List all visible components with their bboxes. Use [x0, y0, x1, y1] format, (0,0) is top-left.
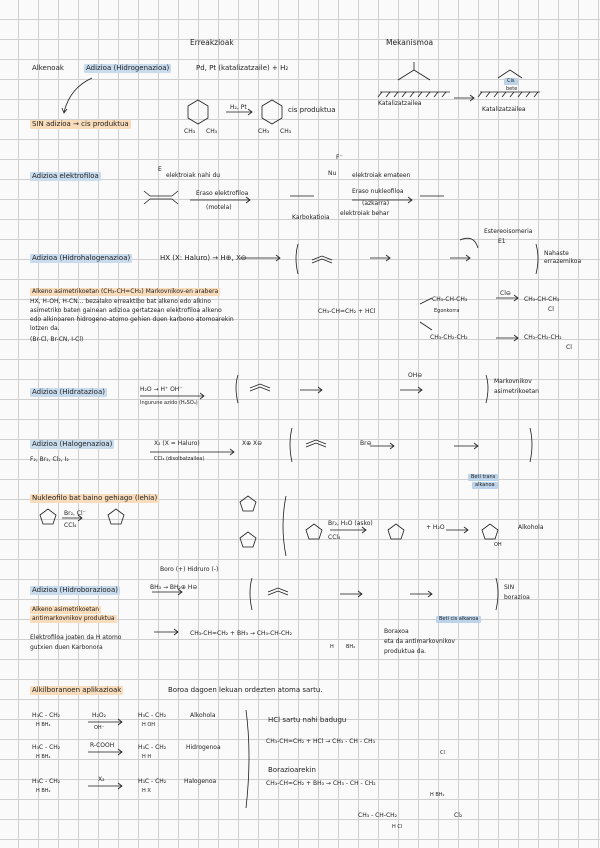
s1-bete: bete: [506, 86, 518, 92]
header-reactions: Erreakzioak: [190, 38, 234, 47]
s8-p2: H₃C - CH₂: [138, 744, 167, 751]
s2-eraso-nu: Eraso nukleofiloa: [352, 188, 404, 195]
s3-asim: Alkeno asimetrikoetan (CH₃-CH=CH₂) Markovnikov-en arabera: [32, 288, 219, 295]
s3-p1c: Cl: [548, 306, 554, 313]
s6-brh2o: Br₂, H₂O (asko): [328, 520, 373, 527]
s3-l5: (Br-Cl, Br-CN, I-Cl): [30, 336, 84, 343]
s2-azkarra: (azkarra): [362, 200, 390, 207]
s7-bh3: BH₃ → BH₂⊕ H⊖: [150, 584, 198, 591]
s8-p3b: H X: [142, 788, 151, 794]
s1-cis2: Cis: [504, 78, 518, 85]
s8-eq2b: H BH₂: [430, 792, 445, 798]
s7-sin: SIN: [504, 584, 515, 591]
s8-r2b: H BH₂: [36, 754, 51, 760]
s6-oh: OH: [494, 542, 502, 548]
s1-sin: SIN adizioa → cis produktua: [32, 120, 129, 128]
cyclopentene-ring: [40, 509, 56, 524]
s2-heading: Adizioa elektrofiloa: [32, 172, 99, 180]
s8-cl2: Cl₂: [454, 812, 463, 819]
s1-heading: Alkenoak: [32, 64, 64, 72]
s8-r3b: H BH₂: [36, 788, 51, 794]
s7-antimark: eta da antimarkovnikov: [384, 638, 455, 645]
s2-e: E: [158, 166, 162, 173]
s3-cl: Cl⊖: [500, 290, 511, 297]
s5-br: Br⊖: [360, 440, 372, 447]
s3-heading: Adizioa (Hidrohalogenazioa): [32, 254, 131, 262]
s8-r2: H₃C - CH₂: [32, 744, 61, 751]
s3-p2: CH₃-CH₂-CH₂: [430, 334, 468, 341]
s8-r3: H₃C - CH₂: [32, 778, 61, 785]
s8-hidrogenoa: Hidrogenoa: [186, 744, 221, 751]
s7-bh2: BH₂: [346, 644, 356, 650]
s1-ch3b: CH₃: [206, 128, 218, 135]
s6-heading: Nukleofilo bat baino gehiago (lehia): [32, 494, 158, 502]
s8-rcooh: R-COOH: [90, 742, 115, 749]
s3-e1: E1: [498, 238, 506, 245]
s8-x2: X₂: [98, 776, 105, 783]
s8-p1: H₃C - CH₂: [138, 712, 167, 719]
s5-xx: X⊕ X⊖: [242, 440, 263, 447]
s8-p1b: H OH: [142, 722, 156, 728]
s7-alkeno: Alkeno asimetrikoetan: [32, 606, 100, 613]
s8-heading: Alkilboranoen aplikazioak: [32, 686, 122, 694]
s6-ccl4: CCl₄: [64, 522, 77, 529]
s8-halogenoa: Halogenoa: [184, 778, 217, 785]
s8-eq2: CH₃-CH=CH₂ + BH₃ → CH₃ - CH - CH₂: [266, 780, 376, 787]
s8-r1: H₃C - CH₂: [32, 712, 61, 719]
s1-ch3d: CH₃: [280, 128, 292, 135]
s7-borazioa: borazioa: [504, 594, 530, 601]
s4-oh: OH⊖: [408, 372, 423, 379]
s3-nahaste: Nahaste: [544, 250, 569, 257]
s5-ccl4: CCl₄ (disolbatzailea): [154, 456, 205, 462]
s2-f: F⁻: [336, 154, 343, 161]
s5-halo: F₂, Br₂, Cl₂, I₂: [30, 456, 69, 463]
header-mechanism: Mekanismoa: [386, 38, 434, 47]
s7-boro: Boro (+) Hidruro (-): [160, 566, 219, 573]
s4-asim: asimetrikoetan: [494, 388, 539, 395]
s3-p2b: CH₃-CH₂-CH₂: [524, 334, 562, 341]
s5-x2: X₂ (X = Haluro): [154, 440, 200, 447]
s2-nu: Nu: [328, 170, 337, 177]
s1-h2pt: H₂, Pt: [230, 104, 247, 111]
s8-p2b: H H: [142, 754, 152, 760]
s7-gutxien: gutxien duen Karbonora: [30, 644, 103, 651]
s6-ccl4b: CCl₄: [328, 534, 341, 541]
s8-h2o2: H₂O₂: [92, 712, 107, 719]
curved-arrow: [64, 78, 92, 112]
s6-alkohola: Alkohola: [518, 524, 544, 531]
s5-alkanoa: alkanoa: [472, 482, 498, 489]
s3-l3: edo alkinoaren hidrogeno-atomo gehien duen karbono atomoarekin: [30, 316, 234, 323]
s2-elektroiak-behar: elektroiak behar: [340, 210, 390, 217]
s8-oh: OH⁻: [94, 725, 105, 731]
s3-hx: HX (X: Haluro) → H⊕, X⊖: [160, 254, 247, 262]
s3-l2: asimetriko baten gainean adizioa gertatzean elektrofiloa alkeno: [30, 307, 222, 314]
s1-ch3a: CH₃: [184, 128, 196, 135]
s3-l4: lotzen da.: [30, 325, 60, 332]
s2-motela: (motela): [206, 204, 232, 211]
cyclohexane-ring: [262, 100, 282, 124]
s8-desc: Boroa dagoen lekuan ordezten atoma sartu.: [168, 686, 323, 694]
s3-egonkorra: Egonkorra: [434, 308, 460, 314]
s7-heading: Adizioa (Hidroboraziooa): [32, 586, 118, 594]
s6-h2o: + H₂O: [426, 524, 445, 531]
s4-heading: Adizioa (Hidratazioa): [32, 388, 105, 396]
s1-adizioa: Adizioa (Hidrogenazioa): [86, 64, 170, 72]
s1-formula: Pd, Pt (katalizatzaile) + H₂: [196, 64, 289, 72]
s8-eq3: CH₃ - CH-CH₂: [358, 812, 398, 819]
s8-borazioarekin: Borazioarekin: [268, 766, 316, 774]
s7-boraxoa: Boraxoa: [384, 628, 409, 635]
s2-elektroiak: elektroiak nahi du: [166, 172, 221, 179]
s8-alkohola: Alkohola: [190, 712, 216, 719]
s7-rx: CH₃-CH=CH₂ + BH₃ → CH₃-CH-CH₂: [190, 630, 293, 637]
s1-kat1: Katalizatzailea: [378, 100, 422, 107]
s7-produktua: produktua da.: [384, 648, 427, 655]
s3-p2c: Cl: [566, 344, 572, 351]
s7-anti: antimarkovnikov produktua: [32, 615, 115, 622]
s8-hcl: HCl sartu nahi badugu: [268, 716, 347, 724]
s4-markov: Markovnikov: [494, 378, 532, 385]
s3-errazemikoa: errazemikoa: [544, 258, 582, 265]
s7-elek: Elektrofiloa joaten da H atomo: [30, 634, 122, 641]
s5-beti: Beti trans: [468, 474, 498, 481]
s2-eraso-el: Eraso elektrofiloa: [196, 190, 249, 197]
s8-eq1b: Cl: [440, 750, 445, 756]
s1-cis: cis produktua: [288, 106, 336, 114]
s8-p3: H₃C - CH₂: [138, 778, 167, 785]
s1-ch3c: CH₃: [258, 128, 270, 135]
s2-karbokatioia: Karbokatioia: [292, 214, 330, 221]
s4-ingurune: Ingurune azido (H₂SO₄): [140, 400, 198, 406]
s1-kat2: Katalizatzailea: [482, 106, 526, 113]
s8-r1b: H BH₂: [36, 722, 51, 728]
s3-p1b: CH₃-CH-CH₃: [524, 296, 560, 303]
cyclohexene-ring: [188, 100, 208, 124]
s7-beti-cis: Beti cis alkanoa: [436, 616, 481, 623]
s5-heading: Adizioa (Halogenazioa): [32, 440, 113, 448]
s3-rx: CH₃-CH=CH₂ + HCl: [318, 308, 376, 315]
s8-eq3b: H Cl: [392, 824, 403, 830]
s3-estereo: Estereoisomeria: [484, 228, 533, 235]
s7-h: H: [330, 644, 334, 650]
s2-elektroiak-emateen: elektroiak emateen: [352, 172, 411, 179]
s3-p1: CH₃-CH-CH₃: [432, 296, 468, 303]
s4-h2o: H₂O → H⁺ OH⁻: [140, 386, 183, 393]
s6-brcl: Br₂, Cl⁻: [64, 510, 86, 517]
s3-l1: HX, H-OH, H-CN... bezalako erreaktibo bat alkeno edo alkino: [30, 298, 211, 305]
s8-eq1: CH₃-CH=CH₂ + HCl → CH₃ - CH - CH₃: [266, 738, 376, 745]
